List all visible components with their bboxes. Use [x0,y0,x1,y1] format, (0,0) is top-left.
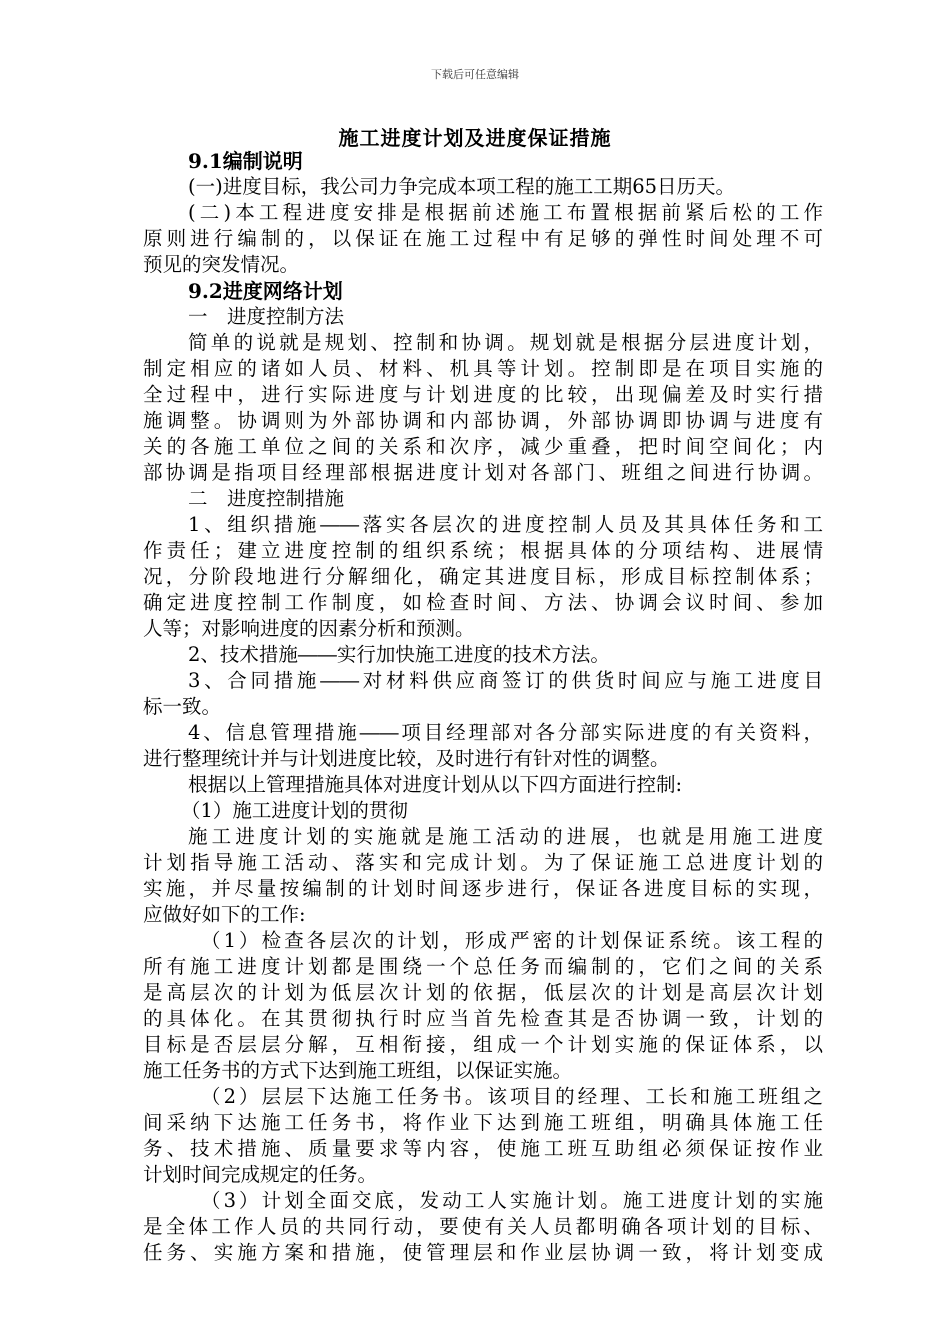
text-line: 确定进度控制工作制度，如检查时间、方法、协调会议时间、参加 [143,591,823,614]
document-body [143,148,823,1266]
text-line: 进行整理统计并与计划进度比较，及时进行有针对性的调整。 [143,747,670,770]
text-line: （2）层层下达施工任务书。该项目的经理、工长和施工班组之 [201,1085,823,1108]
text-line: 二 进度控制措施 [188,487,345,510]
text-line: （3）计划全面交底，发动工人实施计划。施工进度计划的实施 [201,1189,823,1212]
text-line: 3、合同措施――对材料供应商签订的供货时间应与施工进度目 [188,669,823,692]
text-line: （1）施工进度计划的贯彻 [181,799,408,822]
text-line: 是全体工作人员的共同行动，要使有关人员都明确各项计划的目标、 [143,1215,823,1238]
text-line: 标一致。 [143,695,222,718]
text-line: 制定相应的诸如人员、材料、机具等计划。控制即是在项目实施的 [143,357,823,380]
text-line: 人等；对影响进度的因素分析和预测。 [143,617,475,640]
text-line: 务、技术措施、质量要求等内容，使施工班互助组必须保证按作业 [143,1137,823,1160]
text-line: 作责任；建立进度控制的组织系统；根据具体的分项结构、进展情 [143,539,823,562]
text-line: 施工任务书的方式下达到施工班组，以保证实施。 [143,1059,573,1082]
section-heading: 9.2进度网络计划 [188,279,343,303]
text-line: 预见的突发情况。 [143,253,300,276]
text-line: 关的各施工单位之间的关系和次序，减少重叠，把时间空间化；内 [143,435,823,458]
text-line: 计划指导施工活动、落实和完成计划。为了保证施工总进度计划的 [143,851,823,874]
text-line: 简单的说就是规划、控制和协调。规划就是根据分层进度计划， [188,331,823,354]
text-line: 任务、实施方案和措施，使管理层和作业层协调一致，将计划变成 [143,1241,823,1264]
text-line: (一)进度目标，我公司力争完成本项工程的施工工期65日历天。 [188,175,736,198]
text-line: （1）检查各层次的计划，形成严密的计划保证系统。该工程的 [201,929,823,952]
text-line: 计划时间完成规定的任务。 [143,1163,378,1186]
text-line: 目标是否层层分解，互相衔接，组成一个计划实施的保证体系，以 [143,1033,823,1056]
text-line: 根据以上管理措施具体对进度计划从以下四方面进行控制: [188,773,683,796]
page-header-note: 下载后可任意编辑 [431,68,519,81]
text-line: 间采纳下达施工任务书，将作业下达到施工班组，明确具体施工任 [143,1111,823,1134]
text-line: 原则进行编制的，以保证在施工过程中有足够的弹性时间处理不可 [143,227,823,250]
text-line: 实施，并尽量按编制的计划时间逐步进行，保证各进度目标的实现， [143,877,823,900]
document-title: 施工进度计划及进度保证措施 [338,126,612,150]
text-line: (二)本工程进度安排是根据前述施工布置根据前紧后松的工作 [188,201,823,224]
text-line: 一 进度控制方法 [188,305,345,328]
text-line: 施调整。协调则为外部协调和内部协调，外部协调即协调与进度有 [143,409,823,432]
text-line: 1、组织措施――落实各层次的进度控制人员及其具体任务和工 [188,513,823,536]
text-line: 所有施工进度计划都是围绕一个总任务而编制的，它们之间的关系 [143,955,823,978]
section-heading: 9.1编制说明 [188,149,303,173]
text-line: 是高层次的计划为低层次计划的依据，低层次的计划是高层次计划 [143,981,823,1004]
text-line: 的具体化。在其贯彻执行时应当首先检查其是否协调一致，计划的 [143,1007,823,1030]
text-line: 部协调是指项目经理部根据进度计划对各部门、班组之间进行协调。 [143,461,823,484]
text-line: 4、信息管理措施――项目经理部对各分部实际进度的有关资料， [188,721,823,744]
text-line: 施工进度计划的实施就是施工活动的进展，也就是用施工进度 [188,825,823,848]
text-line: 况，分阶段地进行分解细化，确定其进度目标，形成目标控制体系； [143,565,823,588]
text-line: 应做好如下的工作: [143,903,306,926]
text-line: 全过程中，进行实际进度与计划进度的比较，出现偏差及时实行措 [143,383,823,406]
text-line: 2、技术措施――实行加快施工进度的技术方法。 [188,643,610,666]
